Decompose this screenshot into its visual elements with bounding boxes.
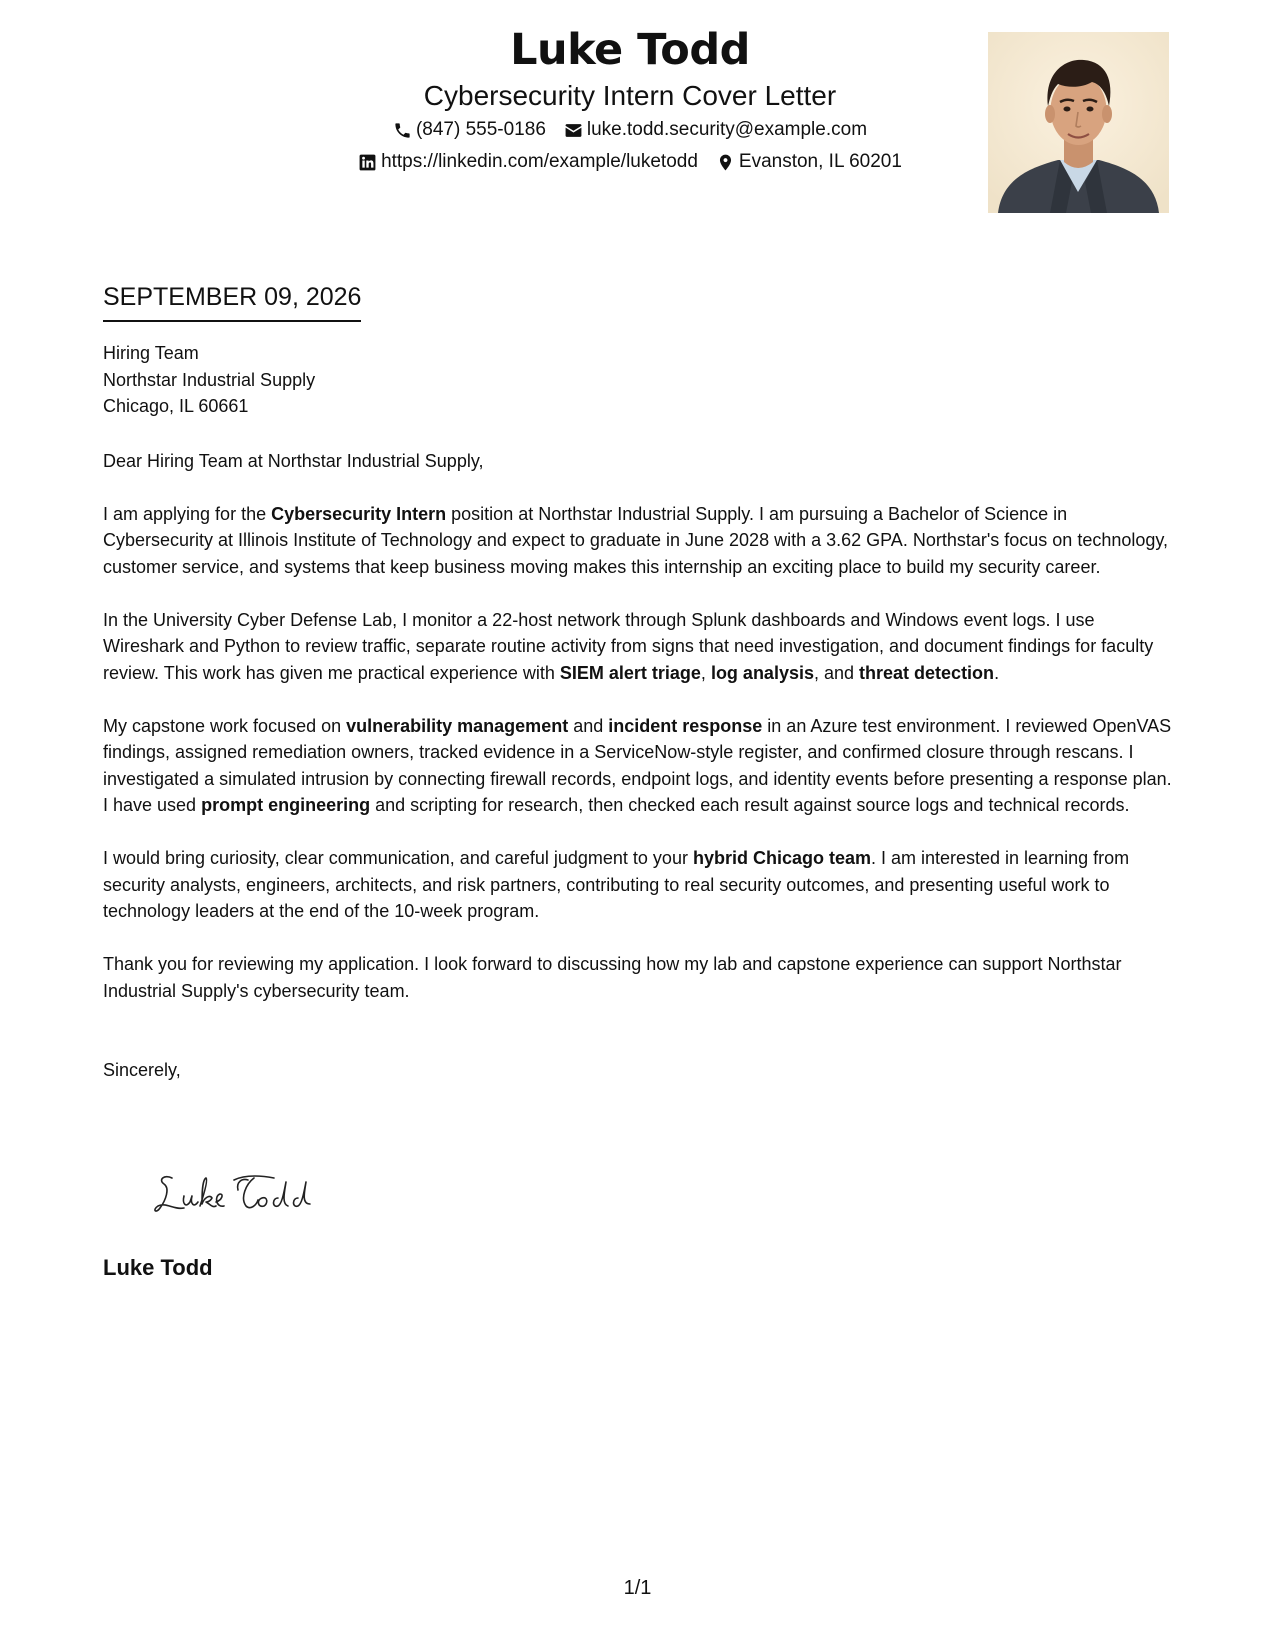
contact-email[interactable] [564,114,867,146]
email-link[interactable]: luke.todd.security@example.com [586,119,868,140]
text-run: and [568,715,609,736]
bold-run: vulnerability management [346,715,569,736]
letter-date: SEPTEMBER 09, 2026 [103,280,361,322]
bold-run: log analysis [710,662,814,683]
bold-run: SIEM alert triage [559,662,701,683]
linkedin-link[interactable]: https://linkedin.com/example/luketodd [381,151,698,172]
contact-phone [393,114,546,146]
text-run: In the University Cyber Defense Lab, I monitor a 22-host network through Splunk dashboards and Windows event logs. I use Wireshark and Python to review traffic, separate routine activity from signs that need investigation, and document findings for faculty review. This work has given me practical experience with [103,609,1154,683]
text-run: My capstone work focused on [103,715,347,736]
text-run: I am applying for the [103,503,272,524]
closing: Sincerely, [103,1060,181,1080]
paragraph-2 [103,607,1178,687]
paragraph-4 [103,845,1178,925]
contact-location [716,146,902,178]
letter-body [103,340,1178,1084]
contact-linkedin[interactable] [358,146,698,178]
handwritten-signature [150,1170,320,1218]
text-run: , [700,662,711,683]
paragraph-5 [103,951,1178,1004]
document-subtitle: Cybersecurity Intern Cover Letter [423,80,837,111]
text-run: Thank you for reviewing my application. I look forward to discussing how my lab and capstone experience can support Northstar Industrial Supply's cybersecurity team. [103,954,1122,1001]
paragraph-1 [103,501,1178,581]
text-run: . I am interested in learning from security analysts, engineers, architects, and risk partners, contributing to real security outcomes, and presenting useful work to technology leaders at the end of the 10-week program. [103,848,1130,921]
salutation: Dear Hiring Team at Northstar Industrial Supply, [103,450,484,471]
bold-run: incident response [608,715,763,736]
bold-run: threat detection [859,662,995,683]
recipient-line: Hiring Team [103,343,199,363]
text-run: . [994,662,1000,683]
linkedin-icon [358,153,377,172]
text-run: , and [813,662,860,683]
contact-row-1 [230,114,1030,146]
profile-photo [988,32,1169,213]
paragraph-3 [103,713,1178,819]
text-run: position at Northstar Industrial Supply. I am pursuing a Bachelor of Science in Cybersecurity at Illinois Institute of Technology and expect to graduate in June 2028 with a 3.62 GPA. Northstar's focus on technology, customer service, and systems that keep business moving makes this internship an exciting place to build my security career. [103,503,1169,577]
recipient-company: Northstar Industrial Supply [103,369,316,390]
page-number: 1/1 [623,1577,652,1599]
map-pin-icon [716,153,735,172]
bold-run: hybrid Chicago team [692,848,871,868]
bold-run: prompt engineering [201,795,371,815]
contact-row-2 [230,146,1030,178]
envelope-icon [564,121,583,140]
location-text: Evanston, IL 60201 [738,151,902,172]
signer-name: Luke Todd [103,1255,213,1280]
phone-text: (847) 555-0186 [415,119,546,140]
recipient-address [103,340,1178,420]
text-run: in an Azure test environment. I reviewed OpenVAS findings, assigned remediation owners, tracked evidence in a ServiceNow-style register, and confirmed closure through rescans. I investigated a simulated intrusion by connecting firewall records, endpoint logs, and identity events before presenting a response plan. I have used [103,715,1172,815]
bold-run: Cybersecurity Intern [271,503,447,524]
text-run: I would bring curiosity, clear communication, and careful judgment to your [103,848,693,868]
letter-header [230,22,1030,178]
recipient-city: Chicago, IL 60661 [103,396,249,416]
text-run: and scripting for research, then checked each result against source logs and technical records. [370,795,1130,815]
applicant-name: Luke Todd [510,25,750,75]
phone-icon [393,121,412,140]
